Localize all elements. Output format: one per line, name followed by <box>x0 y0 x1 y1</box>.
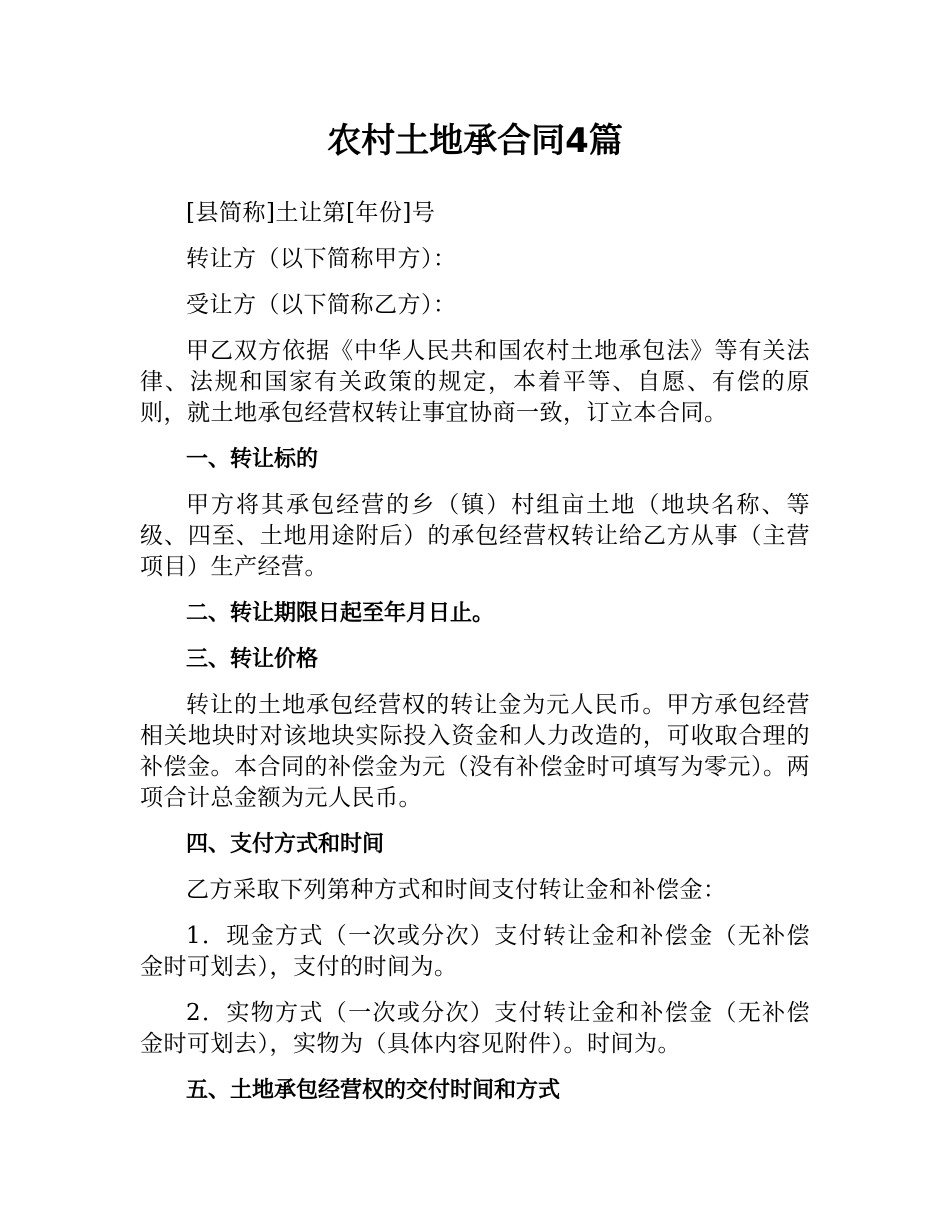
section-heading-1: 一、转让标的 <box>186 447 319 472</box>
section-heading-2: 二、转让期限日起至年月日止。 <box>186 601 495 626</box>
payment-option-1: 1．现金方式（一次或分次）支付转让金和补偿金（无补偿金时可划去），支付的时间为。 <box>140 923 810 980</box>
section-heading-3: 三、转让价格 <box>186 647 319 672</box>
transferor-line: 转让方（以下简称甲方）： <box>186 246 457 272</box>
transferee-line: 受让方（以下简称乙方）： <box>186 292 457 318</box>
contract-number: [县简称]土让第[年份]号 <box>186 200 436 226</box>
section-3-paragraph: 转让的土地承包经营权的转让金为元人民币。甲方承包经营相关地块时对该地块实际投入资金和人力改造的，可收取合理的补偿金。本合同的补偿金为元（没有补偿金时可填写为零元）。两项合计总金额为元人民币。 <box>140 692 810 811</box>
section-heading-4: 四、支付方式和时间 <box>186 832 385 857</box>
document-title: 农村土地承合同4篇 <box>327 121 623 161</box>
section-1-paragraph: 甲方将其承包经营的乡（镇）村组亩土地（地块名称、等级、四至、土地用途附后）的承包经营权转让给乙方从事（主营项目）生产经营。 <box>140 492 810 580</box>
section-heading-5: 五、土地承包经营权的交付时间和方式 <box>186 1078 561 1103</box>
document-body <box>140 198 810 1121</box>
preamble-paragraph: 甲乙双方依据《中华人民共和国农村土地承包法》等有关法律、法规和国家有关政策的规定，本着平等、自愿、有偿的原则，就土地承包经营权转让事宜协商一致，订立本合同。 <box>140 338 810 426</box>
section-4-intro: 乙方采取下列第种方式和时间支付转让金和补偿金： <box>186 877 727 903</box>
payment-option-2: 2．实物方式（一次或分次）支付转让金和补偿金（无补偿金时可划去），实物为（具体内容见附件）。时间为。 <box>140 1000 810 1057</box>
